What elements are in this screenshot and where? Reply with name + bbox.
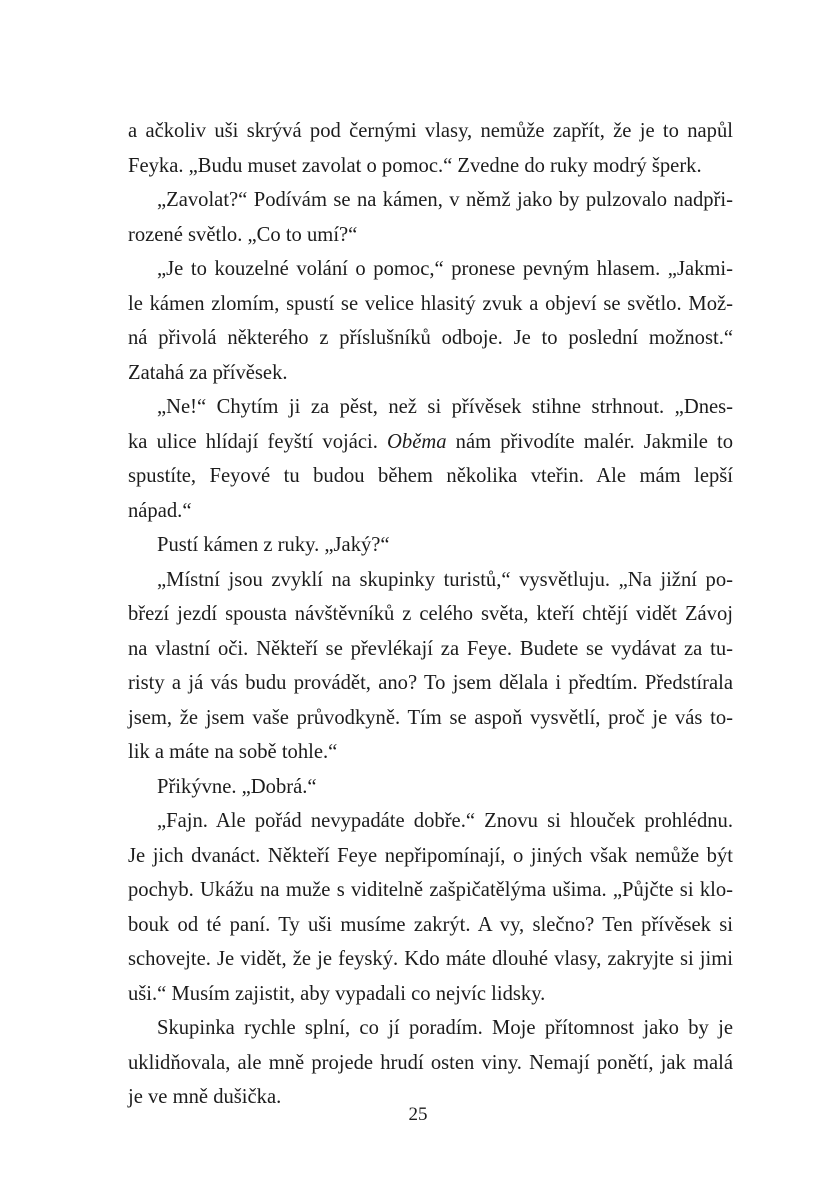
text-line — [128, 183, 733, 218]
text-segment: schovejte. Je vidět, že je feyský. Kdo máte dlouhé vlasy, zakryjte si jimi — [128, 948, 733, 970]
text-segment: Pustí kámen z ruky. „Jaký?“ — [157, 534, 390, 556]
text-line — [128, 908, 733, 943]
text-line — [128, 494, 733, 529]
text-segment: a ačkoliv uši skrývá pod černými vlasy, nemůže zapřít, že je to napůl — [128, 120, 733, 142]
text-segment: uklidňovala, ale mně projede hrudí osten viny. Nemají ponětí, jak malá — [128, 1051, 733, 1074]
text-line — [128, 977, 733, 1012]
text-segment: Je jich dvanáct. Někteří Feye nepřipomínají, o jiných však nemůže být — [128, 844, 733, 867]
text-line — [128, 149, 733, 184]
text-line — [128, 114, 733, 149]
text-segment: uši.“ Musím zajistit, aby vypadali co nejvíc lidsky. — [128, 982, 546, 1005]
text-segment: Přikývne. „Dobrá.“ — [157, 775, 317, 798]
text-segment: „Fajn. Ale pořád nevypadáte dobře.“ Znovu si hlouček prohlédnu. — [157, 810, 733, 832]
emphasis-text: Oběma — [387, 430, 447, 453]
text-line — [128, 873, 733, 908]
text-segment: bouk od té paní. Ty uši musíme zakrýt. A vy, slečno? Ten přívěsek si — [128, 913, 733, 936]
text-line — [128, 390, 733, 425]
text-segment: březí jezdí spousta návštěvníků z celého světa, kteří chtějí vidět Závoj — [128, 603, 733, 625]
text-segment: ná přivolá některého z příslušníků odboje. Je to poslední možnost.“ — [128, 327, 733, 349]
text-segment: „Ne!“ Chytím ji za pěst, než si přívěsek stihne strhnout. „Dnes- — [157, 396, 733, 418]
text-line — [128, 632, 733, 667]
body-text — [128, 114, 733, 1115]
text-line — [128, 735, 733, 770]
text-segment: Feyka. „Budu muset zavolat o pomoc.“ Zvedne do ruky modrý šperk. — [128, 154, 702, 177]
text-segment: nám přivodíte malér. Jakmile to — [446, 430, 734, 453]
text-line — [128, 425, 733, 460]
text-segment: rozené světlo. „Co to umí?“ — [128, 223, 358, 246]
text-segment: ka ulice hlídají feyští vojáci. — [128, 430, 388, 453]
text-segment: nápad.“ — [128, 499, 192, 522]
text-segment: „Místní jsou zvyklí na skupinky turistů,“ vysvětluju. „Na jižní po- — [157, 568, 733, 591]
text-segment: na vlastní oči. Někteří se převlékají za Feye. Budete se vydávat za tu- — [128, 637, 733, 660]
text-segment: pochyb. Ukážu na muže s viditelně zašpičatělýma ušima. „Půjčte si klo- — [128, 879, 733, 901]
text-segment: je ve mně dušička. — [128, 1086, 282, 1108]
text-line — [128, 321, 733, 356]
text-segment: jsem, že jsem vaše průvodkyně. Tím se aspoň vysvětlí, proč je vás to- — [128, 706, 733, 729]
text-line — [128, 701, 733, 736]
text-segment: spustíte, Feyové tu budou během několika vteřin. Ale mám lepší — [128, 465, 733, 487]
page-number: 25 — [408, 1104, 428, 1125]
text-segment: le kámen zlomím, spustí se velice hlasitý zvuk a objeví se světlo. Mož- — [128, 292, 733, 315]
text-line — [128, 942, 733, 977]
text-line — [128, 528, 733, 563]
text-line — [128, 1046, 733, 1081]
text-segment: „Zavolat?“ Podívám se na kámen, v němž jako by pulzovalo nadpři- — [157, 189, 733, 211]
text-line — [128, 666, 733, 701]
text-line — [128, 597, 733, 632]
text-line — [128, 287, 733, 322]
text-segment: risty a já vás budu provádět, ano? To jsem dělala i předtím. Předstírala — [128, 672, 733, 694]
text-segment: lik a máte na sobě tohle.“ — [128, 741, 338, 763]
text-line — [128, 804, 733, 839]
text-line — [128, 218, 733, 253]
text-segment: Zatahá za přívěsek. — [128, 361, 288, 384]
text-line — [128, 356, 733, 391]
text-segment: Skupinka rychle splní, co jí poradím. Moje přítomnost jako by je — [157, 1017, 733, 1039]
text-line — [128, 839, 733, 874]
text-line — [128, 1011, 733, 1046]
text-line — [128, 459, 733, 494]
text-line — [128, 770, 733, 805]
text-line — [128, 252, 733, 287]
text-line — [128, 563, 733, 598]
text-segment: „Je to kouzelné volání o pomoc,“ pronese pevným hlasem. „Jakmi- — [157, 258, 733, 280]
